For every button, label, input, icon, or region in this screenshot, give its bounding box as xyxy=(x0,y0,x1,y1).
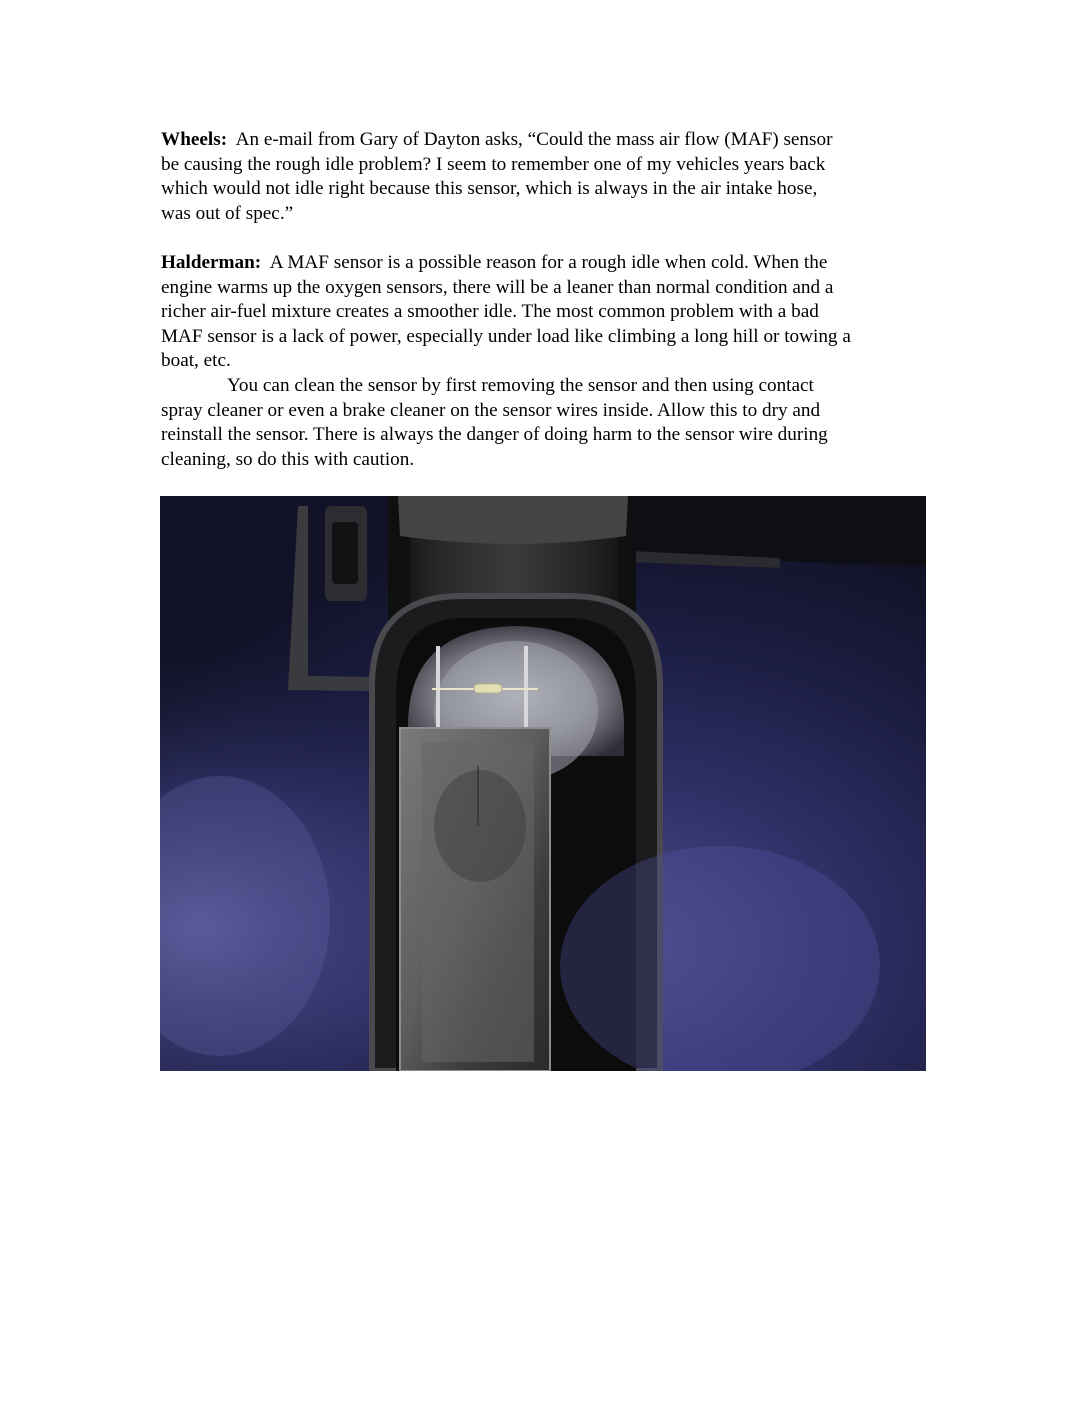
line-text: An e-mail from Gary of Dayton asks, “Could the mass air flow (MAF) sensor xyxy=(235,129,833,150)
text-line: reinstall the sensor. There is always the danger of doing harm to the sensor wire during xyxy=(161,424,828,446)
text-line: be causing the rough idle problem? I seem to remember one of my vehicles years back xyxy=(161,153,826,175)
question-paragraph xyxy=(161,128,941,226)
text-line xyxy=(161,251,941,276)
text-line: richer air-fuel mixture creates a smoother idle. The most common problem with a bad xyxy=(161,301,819,323)
text-line: spray cleaner or even a brake cleaner on the sensor wires inside. Allow this to dry and xyxy=(161,399,821,421)
text-line: boat, etc. xyxy=(161,350,231,372)
speaker-wheels: Wheels: xyxy=(161,129,228,150)
speaker-halderman: Halderman: xyxy=(161,251,262,273)
text-line: You can clean the sensor by first removing the sensor and then using contact xyxy=(227,374,814,396)
text-line: engine warms up the oxygen sensors, there will be a leaner than normal condition and a xyxy=(161,276,834,298)
text-line: was out of spec.” xyxy=(161,202,294,224)
text-line: cleaning, so do this with caution. xyxy=(161,448,415,470)
text-line: which would not idle right because this sensor, which is always in the air intake hose, xyxy=(161,178,818,200)
text-line xyxy=(161,128,941,153)
maf-sensor-photo xyxy=(160,496,926,1071)
line-text: A MAF sensor is a possible reason for a rough idle when cold. When the xyxy=(269,251,828,273)
text-line: MAF sensor is a lack of power, especially under load like climbing a long hill or towing a xyxy=(161,325,851,347)
answer-paragraph xyxy=(161,251,941,374)
article-text xyxy=(161,128,941,472)
maf-sensor-illustration xyxy=(160,496,926,1071)
answer-continuation-paragraph xyxy=(161,374,941,472)
